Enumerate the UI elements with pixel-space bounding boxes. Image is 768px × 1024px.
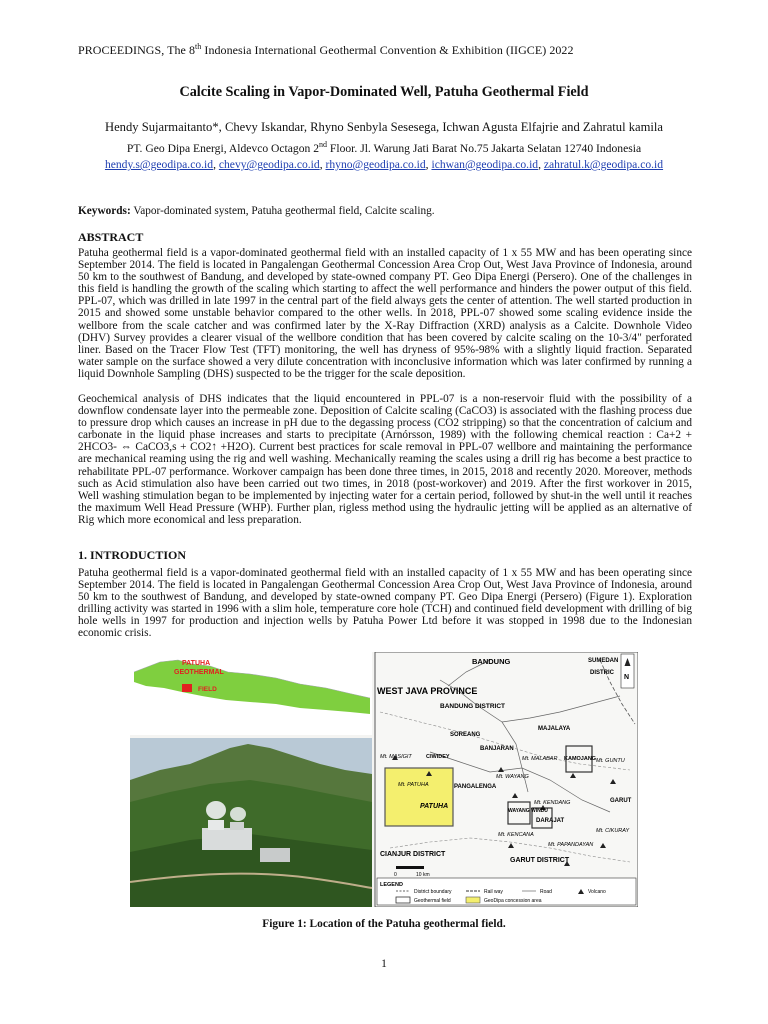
legend-road: Road xyxy=(540,889,552,895)
introduction-paragraph: Patuha geothermal field is a vapor-dominated geothermal field with an installed capacity of 1 x 55 MW and has been operating since September 2014. The field is located in Pangalengan Geothermal Concession Area Crop Out, West Java Province of Indonesia, around 50 km to the southwest of Bandung, and developed by state-owned company PT. Geo Dipa Energi (Persero) (Figure 1). Exploration drilling activity was started in 1996 with a slim hole, temperature core hole (TCH) and continued field development with drilling of big hole wells in 1997 for production and injection wells by Patuha Power Ltd before it was stopped in 1998 due to the Indonesian economic crisis. xyxy=(78,567,692,640)
label-kamojang: KAMOJANG xyxy=(564,756,597,762)
legend-volcano: Volcano xyxy=(588,889,606,895)
power-plant-photo xyxy=(130,738,372,907)
legend-title: LEGEND xyxy=(380,882,403,888)
legend-geothermal-field: Geothermal field xyxy=(414,898,451,904)
page-number: 1 xyxy=(381,958,387,970)
abstract-paragraph-1: Patuha geothermal field is a vapor-dominated geothermal field with an installed capacity of 1 x 55 MW and has been operating since September 2014. The field is located in Pangalengan Geothermal Concession Area Crop Out, West Java Province of Indonesia, around 50 km to the southwest of Bandung, and developed by state-owned company PT. Geo Dipa Energi (Persero). One of the challenges in this field is handling the growth of the scaling which starting to affect the well performance and hinders the power output of this field. PPL-07, which was drilled in late 1997 in the central part of the field always gets the center of attention. The well started production in 2015 and showed some unstable behavior compared to the other wells. In 2018, PPL-07 showed some scaling evidence inside the wellbore from the scale catcher and was confirmed later by the X-Ray Diffraction (XRD) analysis as a Calcite. Downhole Video (DHV) Survey provides a clearer visual of the wellbore condition that has been covered by calcite scaling on the 10-3/4" perforated liner. Based on the Tracer Flow Test (TFT) monitoring, the well has dryness of 95%-98% with a slightly liquid fraction. Separated water sample on the surface showed a very dilute concentration with inconclusive information which was later confirmed by running a liquid Downhole Sampling (DHS) suspected to be the trigger for the scale deposition. xyxy=(78,247,692,380)
legend-railway: Rail way xyxy=(484,889,503,895)
label-wayang-windu: WAYANG WINDU xyxy=(508,808,548,814)
label-papandayan: Mt. PAPANDAYAN xyxy=(548,842,594,848)
scale-label-10: 10 km xyxy=(416,872,430,878)
label-masigit: Mt. MASIGIT xyxy=(380,754,412,760)
label-garut-district: GARUT DISTRICT xyxy=(510,857,570,864)
email-link[interactable]: chevy@geodipa.co.id xyxy=(218,158,320,171)
paper-title: Calcite Scaling in Vapor-Dominated Well, Patuha Geothermal Field xyxy=(179,84,589,100)
label-darajat: DARAJAT xyxy=(536,818,565,824)
email-link[interactable]: rhyno@geodipa.co.id xyxy=(325,158,426,171)
legend-district-boundary: District boundary xyxy=(414,889,452,895)
label-sumedang: SUMEDAN xyxy=(588,658,619,664)
field-marker xyxy=(182,684,192,692)
label-kencana: Mt. KENCANA xyxy=(498,832,534,838)
proceedings-header: PROCEEDINGS, The 8th Indonesia International Geothermal Convention & Exhibition (IIGCE) 2022 xyxy=(78,42,574,57)
java-inset-map xyxy=(130,652,372,735)
map-legend xyxy=(377,878,636,905)
label-bandung-district: BANDUNG DISTRICT xyxy=(440,703,505,710)
label-soreang: SOREANG xyxy=(450,732,481,738)
abstract-heading: ABSTRACT xyxy=(78,230,144,244)
inset-label-2: GEOTHERMAL xyxy=(174,669,224,676)
label-guntur: Mt. GUNTU xyxy=(596,758,625,764)
figure-caption: Figure 1: Location of the Patuha geothermal field. xyxy=(262,918,506,930)
label-patuha: PATUHA xyxy=(420,803,449,810)
label-pangalengan: PANGALENGA xyxy=(454,784,497,790)
scale-bar xyxy=(396,866,424,869)
introduction-heading: 1. INTRODUCTION xyxy=(78,548,187,562)
inset-label-3: FIELD xyxy=(198,686,217,693)
regional-map xyxy=(375,652,638,907)
email-link[interactable]: ichwan@geodipa.co.id xyxy=(431,158,539,171)
email-link[interactable]: hendy.s@geodipa.co.id xyxy=(104,158,214,171)
scale-label-0: 0 xyxy=(394,872,397,878)
email-link[interactable]: zahratul.k@geodipa.co.id xyxy=(543,158,664,171)
label-mt-patuha: Mt. PATUHA xyxy=(398,782,429,788)
label-wayang: Mt. WAYANG xyxy=(496,774,529,780)
label-garut: GARUT xyxy=(610,798,632,804)
affiliation: PT. Geo Dipa Energi, Aldevco Octagon 2nd Floor. Jl. Warung Jati Barat No.75 Jakarta Selatan 12740 Indonesia xyxy=(126,140,642,155)
figure-1 xyxy=(130,652,638,907)
concession-area xyxy=(385,768,453,826)
abstract-paragraph-2: Geochemical analysis of DHS indicates that the liquid encountered in PPL-07 is a non-reservoir fluid with the possibility of a downflow condensate layer into the permeable zone. Deposition of Calcite scaling (CaCO3) is associated with the flashing process due to pressure drop which causes an increase in pH due to the degassing process (CO2 stripping) so that the concentration of calcium and carbonate in the liquid phase increases and starts to precipitate (Arnórsson, 1989) with the following chemical reaction : Ca+2 + 2HCO3- ⇔ CaCO3,s + CO2↑ +H2O). Current best practices for scale removal in PPL-07 wellbore and maintaining the performance are mechanical reaming using the rig and well washing. Mechanically reaming the scales using a drill rig has become a best practice to rehabilitate PPL-07 performance. Workover campaign has been done three times, in 2015, 2018 and recently 2020. Moreover, methods such as Acid stimulation also have been carried out two times, in 2018 (post-workover) and 2019. After the first workover in 2015, Well washing stimulation began to be implemented by injecting water for a certain period, followed by shut-in the well until it reaches the maximum Well Head Pressure (WHP). Further plan, rigless method using the hydraulic jetting will be applied as an alternative of Rig which more economical and less preparation. xyxy=(78,393,692,526)
label-kendang: Mt. KENDANG xyxy=(534,800,571,806)
keywords: Keywords: Vapor-dominated system, Patuha geothermal field, Calcite scaling. xyxy=(78,205,435,217)
label-district: DISTRIC xyxy=(590,670,614,676)
inset-label-1: PATUHA xyxy=(182,660,211,667)
label-cianjur: CIANJUR DISTRICT xyxy=(380,851,446,858)
label-bandung: BANDUNG xyxy=(472,657,511,666)
legend-concession: GeoDipa concession area xyxy=(484,898,542,904)
label-malabar: Mt. MALABAR xyxy=(522,756,558,762)
author-list: Hendy Sujarmaitanto*, Chevy Iskandar, Rhyno Senbyla Sesesega, Ichwan Agusta Elfajrie and Zahratul kamila xyxy=(104,120,664,134)
label-ciwidey: CIWIDEY xyxy=(426,754,450,760)
label-province: WEST JAVA PROVINCE xyxy=(377,686,478,696)
label-majalaya: MAJALAYA xyxy=(538,726,571,732)
north-arrow-label: N xyxy=(624,674,630,681)
label-cikuray: Mt. CIKURAY xyxy=(596,828,630,834)
label-banjaran: BANJARAN xyxy=(480,746,514,752)
email-list: hendy.s@geodipa.co.id, chevy@geodipa.co.id, rhyno@geodipa.co.id, ichwan@geodipa.co.id, zahratul.k@geodipa.co.id xyxy=(104,158,664,171)
